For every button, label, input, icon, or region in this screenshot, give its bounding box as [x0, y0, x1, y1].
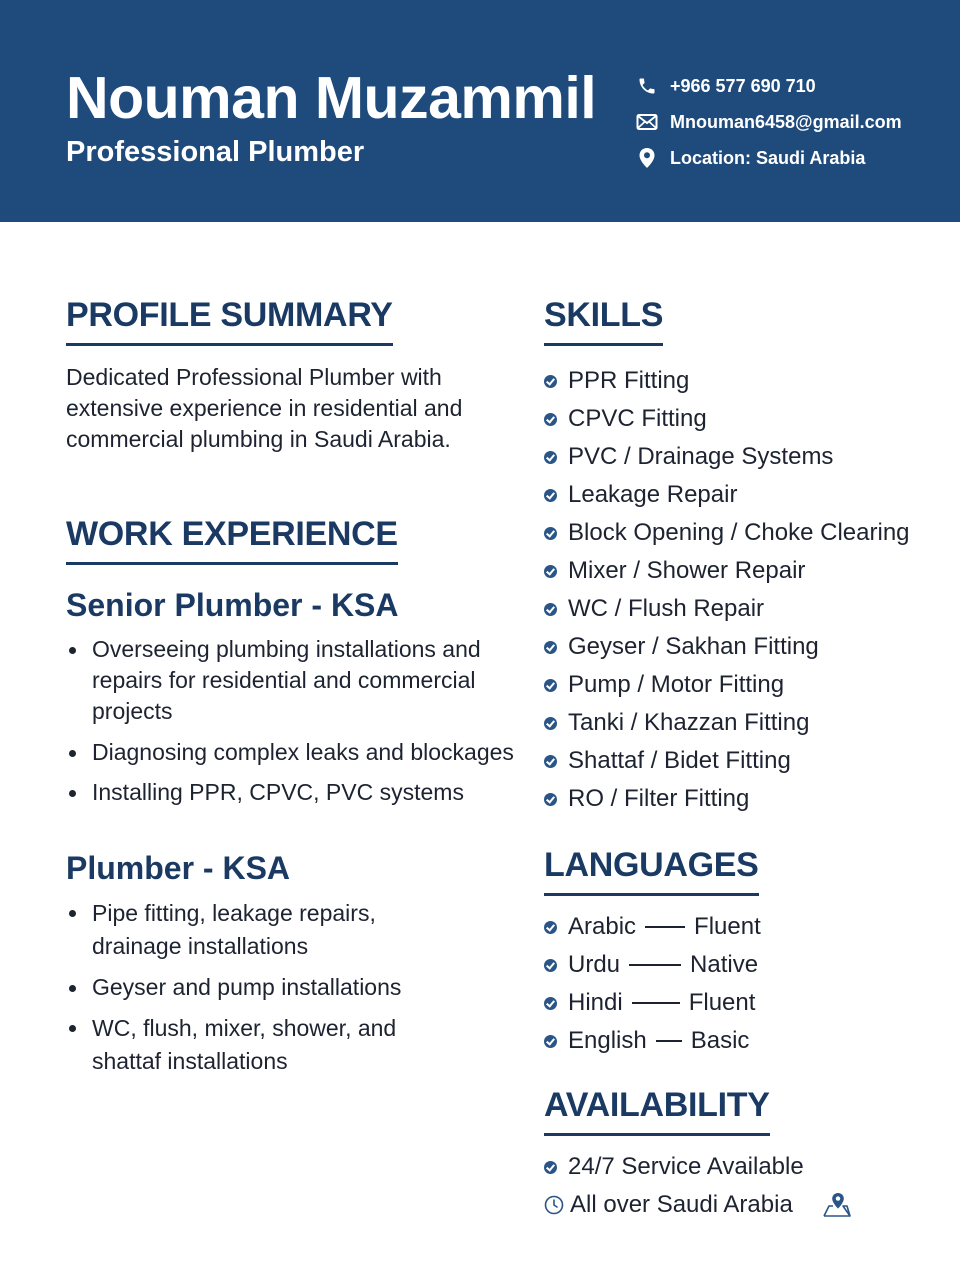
skill-item: Leakage Repair — [544, 476, 944, 514]
skill-item: PVC / Drainage Systems — [544, 438, 944, 476]
skill-item: Tanki / Khazzan Fitting — [544, 704, 944, 742]
dash-separator — [632, 1002, 680, 1004]
email-text: Mnouman6458@gmail.com — [670, 111, 902, 132]
skill-item: Shattaf / Bidet Fitting — [544, 742, 944, 780]
language-item: Arabic Fluent — [544, 908, 944, 946]
language-item: Hindi Fluent — [544, 984, 944, 1022]
dash-separator — [656, 1040, 682, 1042]
availability-item: 24/7 Service Available — [544, 1148, 944, 1186]
job-bullet: Geyser and pump installations — [66, 972, 526, 1003]
skill-item: Mixer / Shower Repair — [544, 552, 944, 590]
mail-icon — [636, 111, 658, 133]
job-bullet: Pipe fitting, leakage repairs, drainage installations — [66, 897, 396, 963]
contact-block — [636, 68, 902, 176]
clock-icon — [544, 1195, 564, 1215]
contact-location — [636, 140, 902, 176]
check-icon — [544, 451, 557, 464]
location-pin-icon — [636, 147, 658, 169]
check-icon — [544, 997, 557, 1010]
phone-icon — [636, 75, 658, 97]
job-bullets — [66, 897, 526, 1078]
skill-item: PPR Fitting — [544, 362, 944, 400]
job-bullets — [66, 634, 526, 808]
job-title: Senior Plumber - KSA — [66, 587, 399, 623]
skill-item: Geyser / Sakhan Fitting — [544, 628, 944, 666]
job-bullet: Diagnosing complex leaks and blockages — [66, 737, 526, 768]
language-item: English Basic — [544, 1022, 944, 1060]
header-banner — [0, 0, 960, 222]
skill-item: CPVC Fitting — [544, 400, 944, 438]
map-pin-icon — [821, 1191, 851, 1219]
languages-list — [544, 908, 944, 1060]
check-icon — [544, 489, 557, 502]
availability-list — [544, 1148, 944, 1224]
availability-item: All over Saudi Arabia — [544, 1186, 944, 1224]
skill-item: RO / Filter Fitting — [544, 780, 944, 818]
check-icon — [544, 755, 557, 768]
check-icon — [544, 375, 557, 388]
availability-heading: AVAILABILITY — [544, 1086, 770, 1136]
language-item: Urdu Native — [544, 946, 944, 984]
dash-separator — [629, 964, 681, 966]
location-text: Location: Saudi Arabia — [670, 147, 866, 168]
job-bullet: Overseeing plumbing installations and repairs for residential and commercial projects — [66, 634, 486, 727]
languages-heading: LANGUAGES — [544, 846, 759, 896]
check-icon — [544, 565, 557, 578]
dash-separator — [645, 926, 685, 928]
check-icon — [544, 641, 557, 654]
check-icon — [544, 1035, 557, 1048]
skill-item: Block Opening / Choke Clearing — [544, 514, 944, 552]
job-bullet: Installing PPR, CPVC, PVC systems — [66, 777, 526, 808]
check-icon — [544, 793, 557, 806]
job-bullet: WC, flush, mixer, shower, and shattaf installations — [66, 1012, 426, 1078]
job-title: Plumber - KSA — [66, 850, 291, 886]
check-icon — [544, 603, 557, 616]
check-icon — [544, 527, 557, 540]
right-column — [544, 296, 944, 1224]
skills-heading: SKILLS — [544, 296, 663, 346]
candidate-role: Professional Plumber — [66, 136, 365, 168]
candidate-name: Nouman Muzammil — [66, 65, 597, 131]
check-icon — [544, 921, 557, 934]
work-experience-heading: WORK EXPERIENCE — [66, 515, 398, 565]
skill-item: WC / Flush Repair — [544, 590, 944, 628]
contact-email[interactable] — [636, 104, 902, 140]
check-icon — [544, 679, 557, 692]
skill-item: Pump / Motor Fitting — [544, 666, 944, 704]
profile-summary-heading: PROFILE SUMMARY — [66, 296, 393, 346]
left-column — [66, 296, 526, 1078]
skills-list — [544, 362, 944, 818]
check-icon — [544, 959, 557, 972]
profile-summary-text: Dedicated Professional Plumber with extensive experience in residential and commercial plumbing in Saudi Arabia. — [66, 364, 463, 452]
contact-phone[interactable] — [636, 68, 902, 104]
check-icon — [544, 717, 557, 730]
check-icon — [544, 413, 557, 426]
phone-text: +966 577 690 710 — [670, 75, 816, 96]
check-icon — [544, 1161, 557, 1174]
